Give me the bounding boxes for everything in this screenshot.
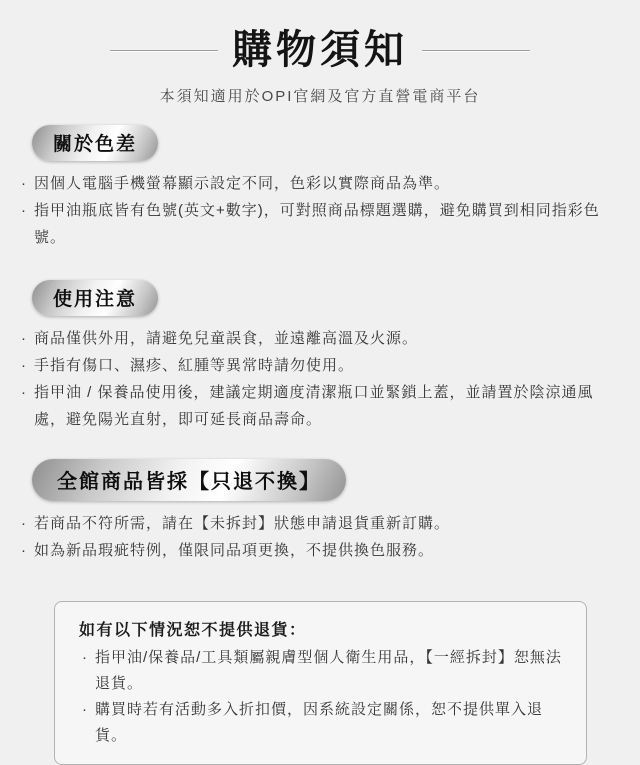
no-return-conditions-box (54, 601, 587, 765)
page-header (0, 0, 640, 106)
bullet-dot: · (21, 357, 27, 374)
bullet-dot: · (21, 384, 27, 401)
no-return-conditions-list (79, 645, 570, 749)
bullet-dot: · (21, 175, 27, 192)
list-item (79, 645, 570, 697)
list-item-text: 指甲油 / 保養品使用後，建議定期適度清潔瓶口並緊鎖上蓋，並請置於陰涼通風處，避免陽光直射，即可延長商品壽命。 (34, 384, 594, 428)
list-item (18, 537, 622, 564)
section-badge-usage-caution: 使用注意 (32, 280, 158, 316)
list-item (18, 352, 622, 379)
list-item (18, 379, 622, 433)
return-policy-list (18, 510, 622, 564)
color-difference-list (18, 170, 622, 251)
list-item (18, 325, 622, 352)
list-item (18, 510, 622, 537)
section-badge-return-policy: 全館商品皆採【只退不換】 (32, 459, 346, 501)
no-return-box-title: 如有以下情況恕不提供退貨： (79, 622, 307, 639)
page-title: 購物須知 (232, 28, 408, 72)
list-item (18, 197, 622, 251)
bullet-dot: · (21, 330, 27, 347)
bullet-dot: · (21, 542, 27, 559)
list-item-text: 手指有傷口、濕疹、紅腫等異常時請勿使用。 (34, 357, 355, 374)
title-row (0, 28, 640, 72)
page-subtitle: 本須知適用於OPI官網及官方直營電商平台 (159, 88, 481, 105)
list-item (79, 697, 570, 749)
list-item-text: 商品僅供外用，請避免兒童誤食，並遠離高溫及火源。 (34, 330, 419, 347)
list-item-text: 指甲油/保養品/工具類屬親膚型個人衛生用品，【一經拆封】恕無法退貨。 (95, 649, 562, 692)
section-color-difference (18, 125, 622, 251)
section-return-policy (18, 459, 622, 564)
list-item (18, 170, 622, 197)
list-item-text: 如為新品瑕疵特例，僅限同品項更換，不提供換色服務。 (34, 542, 435, 559)
bullet-dot: · (82, 649, 88, 666)
section-usage-caution (18, 280, 622, 433)
list-item-text: 若商品不符所需，請在【未拆封】狀態申請退貨重新訂購。 (34, 515, 451, 532)
section-badge-color-difference: 關於色差 (32, 125, 158, 161)
usage-caution-list (18, 325, 622, 433)
list-item-text: 購買時若有活動多入折扣價，因系統設定關係，恕不提供單入退貨。 (95, 701, 544, 744)
bullet-dot: · (82, 701, 88, 718)
notice-content (0, 125, 640, 765)
list-item-text: 指甲油瓶底皆有色號(英文+數字)，可對照商品標題選購，避免購買到相同指彩色號。 (34, 202, 600, 246)
list-item-text: 因個人電腦手機螢幕顯示設定不同，色彩以實際商品為準。 (34, 175, 451, 192)
bullet-dot: · (21, 515, 27, 532)
bullet-dot: · (21, 202, 27, 219)
title-divider-left (110, 50, 218, 51)
title-divider-right (422, 50, 530, 51)
